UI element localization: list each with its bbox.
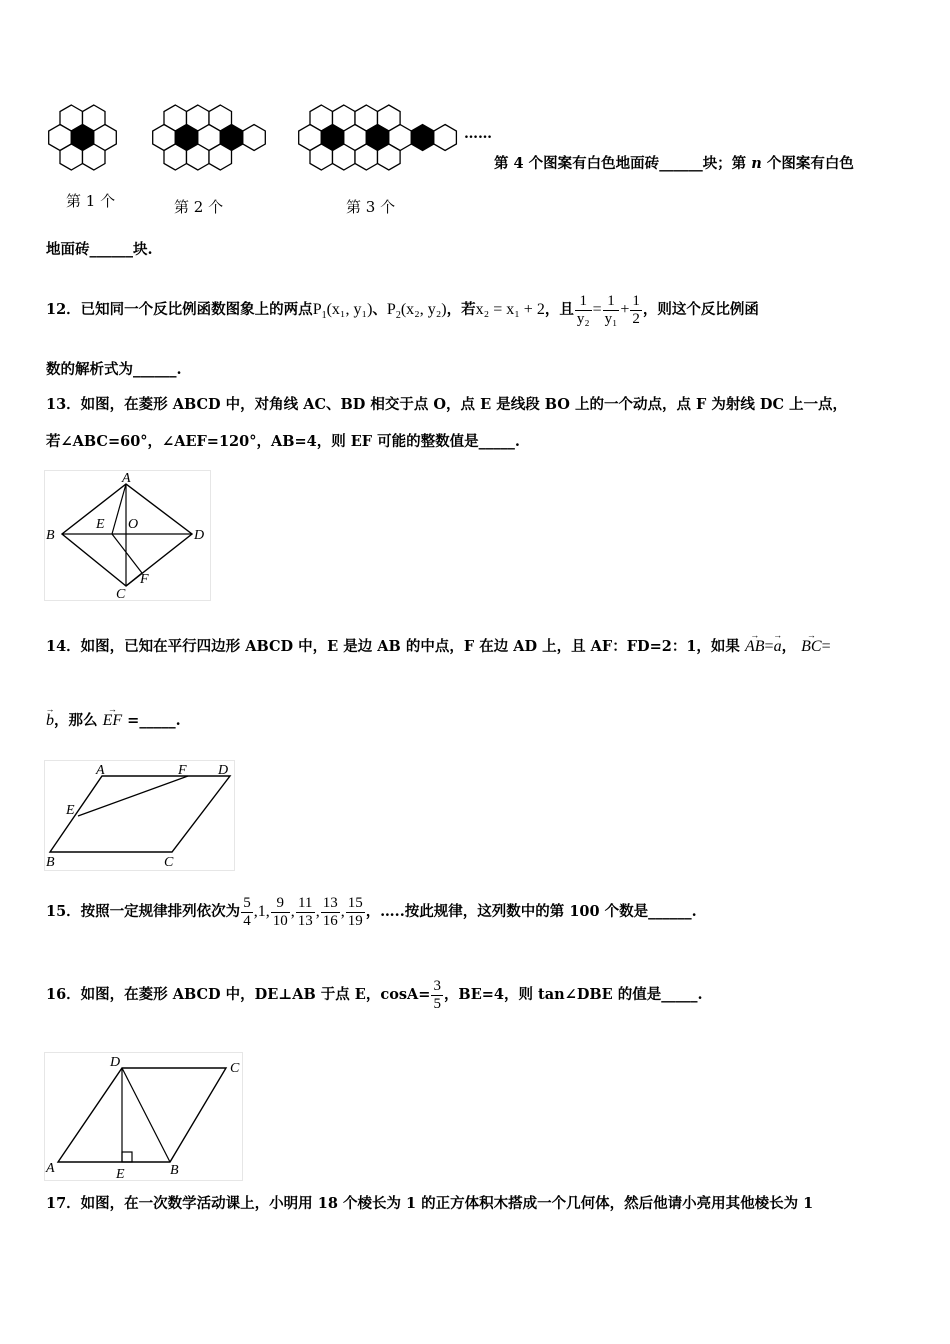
q16-label-a: A — [46, 1161, 55, 1176]
q13-segment-ef — [112, 534, 142, 573]
q15-line: 15．按照一定规律排列依次为 $\frac{5}{4}$ ,1, $\frac{9}{10}$ , $\frac{11}{13}$ , $\frac{13}{16}$ , $\frac{15}{19}$ ，…..按此规律，这列数中的第 100 个数是______. — [46, 894, 697, 929]
q14-label-b: B — [46, 855, 55, 870]
hexagon-pattern-figures — [40, 96, 460, 192]
white-tile — [333, 144, 356, 170]
q14-vec-b: → b — [46, 711, 54, 731]
q12-eq: = — [592, 301, 602, 318]
q15-term-1: $\frac{5}{4}$ — [243, 894, 251, 929]
q12-frac-1: $\frac{1}{\text{y₂}}$ — [576, 292, 590, 327]
q12-frac-3: $\frac{1}{2}$ — [632, 292, 640, 327]
q12-plus: + — [620, 301, 630, 318]
q11-text-line2 — [46, 240, 153, 260]
q12-condition: x₂ = x₁ + 2 — [475, 301, 545, 318]
q16-tail: ，BE=4，则 tan∠DBE 的值是_____. — [443, 986, 703, 1003]
q16-start: 16．如图，在菱形 ABCD 中，DE⊥AB 于点 E，cosA= — [46, 986, 431, 1003]
white-tile — [310, 144, 333, 170]
q15-tail: ，…..按此规律，这列数中的第 100 个数是______. — [365, 903, 697, 920]
q12-p1: $P_1(x_1$, y₁) — [312, 301, 373, 322]
q15-term-one: 1 — [257, 903, 266, 920]
q14-vec-ab: → AB — [745, 637, 765, 657]
white-tile — [434, 125, 457, 151]
q11-blank2: ______ — [89, 241, 133, 258]
q11-blank1: ______ — [659, 155, 703, 172]
q14-label-e: E — [66, 803, 75, 818]
q11-line2-text: 地面砖 — [46, 241, 90, 258]
q11-line2-end: 块. — [133, 241, 153, 258]
q14-vec-bc: → BC — [801, 637, 821, 657]
q12-line1 — [46, 290, 759, 336]
white-tile — [378, 144, 401, 170]
white-tile — [187, 144, 210, 170]
q13-label-f: F — [140, 572, 149, 587]
q12-line2: 数的解析式为______. — [46, 361, 182, 378]
q13-label-b: B — [46, 528, 55, 543]
q16-label-d: D — [110, 1055, 121, 1070]
white-tile — [60, 144, 83, 170]
q13-label-d: D — [194, 528, 205, 543]
q12-tail: ，则这个反比例函 — [642, 301, 759, 318]
pattern-label-3: 第 3 个 — [346, 198, 396, 216]
q11-text-part1: 第 4 个图案有白色地面砖 — [494, 155, 660, 172]
q15-term-2: $\frac{9}{10}$ — [272, 894, 288, 929]
q13-figure-frame — [45, 471, 211, 601]
q13-label-o: O — [128, 517, 139, 532]
q14-label-c: C — [164, 855, 174, 870]
q15-term-5: $\frac{15}{19}$ — [347, 894, 363, 929]
q14-line2-mid: ，那么 — [54, 712, 98, 729]
q14-label-f: F — [178, 763, 187, 778]
q14-eq-b: = — [821, 638, 831, 655]
q14-segment-ef — [78, 776, 188, 816]
q15-start: 15．按照一定规律排列依次为 — [46, 903, 241, 920]
white-tile — [209, 144, 232, 170]
pattern-ellipsis: …… — [464, 126, 492, 142]
white-tile — [164, 144, 187, 170]
q13-segment-ae — [112, 484, 126, 534]
q14-comma: ， — [781, 638, 797, 655]
q14-line2 — [46, 711, 181, 731]
q14-eq-a: = — [764, 638, 774, 655]
q14-line1-start: 14．如图，已知在平行四边形 ABCD 中，E 是边 AB 的中点，F 在边 AD 上，且 AF：FD=2：1，如果 — [46, 638, 740, 655]
q12-if: ，若 — [446, 301, 476, 318]
q12-frac-2: $\frac{1}{\text{y₁}}$ — [604, 292, 618, 327]
q16-rhombus — [58, 1068, 226, 1162]
q17-line1: 17．如图，在一次数学活动课上，小明用 18 个棱长为 1 的正方体积木搭成一个几何体，然后他请小亮用其他棱长为 1 — [46, 1195, 814, 1212]
q12-p2: $P_2(x_2$, y₂) — [386, 301, 447, 322]
q12-sep: 、 — [372, 301, 387, 318]
q16-segment-db — [122, 1068, 170, 1162]
q11-n: n — [751, 155, 762, 172]
q12-num: 12．已知同一个反比例函数图象上的两点 — [46, 301, 313, 318]
q13-label-c: C — [116, 587, 126, 602]
q16-label-b: B — [170, 1163, 179, 1178]
pattern-label-1: 第 1 个 — [66, 192, 116, 210]
q14-vec-ef: → EF — [103, 711, 123, 731]
black-tile — [411, 125, 434, 151]
q13-rhombus — [62, 484, 192, 586]
q16-frac: $\frac{3}{5}$ — [433, 977, 441, 1012]
q16-right-angle-mark — [122, 1152, 132, 1162]
q16-label-c: C — [230, 1061, 240, 1076]
q13-line1: 13．如图，在菱形 ABCD 中，对角线 AC、BD 相交于点 O，点 E 是线段 BO 上的一个动点，点 F 为射线 DC 上一点， — [46, 396, 848, 413]
q15-term-3: $\frac{11}{13}$ — [297, 894, 313, 929]
q14-vec-a: → a — [774, 637, 782, 657]
q15-term-4: $\frac{13}{16}$ — [322, 894, 338, 929]
q13-line2: 若∠ABC=60°，∠AEF=120°，AB=4，则 EF 可能的整数值是_____. — [46, 433, 520, 450]
q16-label-e: E — [116, 1167, 125, 1182]
q16-rhombus-figure — [44, 1052, 246, 1186]
q14-parallelogram-figure — [44, 760, 238, 872]
q13-label-e: E — [96, 517, 105, 532]
q14-line2-end: =_____. — [127, 712, 181, 729]
q14-parallelogram — [50, 776, 230, 852]
q11-text-part3: 个图案有白色 — [766, 155, 854, 172]
pattern-label-2: 第 2 个 — [174, 198, 224, 216]
q16-line — [46, 975, 703, 1015]
white-tile — [243, 125, 265, 151]
q14-line1 — [46, 637, 831, 657]
q13-rhombus-figure — [44, 470, 214, 602]
white-tile — [83, 144, 106, 170]
q12-and: ，且 — [544, 301, 574, 318]
q11-text-line1 — [494, 152, 854, 173]
q13-label-a: A — [122, 471, 131, 486]
q11-text-part2: 块；第 — [702, 155, 747, 172]
white-tile — [355, 144, 378, 170]
q14-label-a: A — [96, 763, 105, 778]
q14-label-d: D — [218, 763, 229, 778]
